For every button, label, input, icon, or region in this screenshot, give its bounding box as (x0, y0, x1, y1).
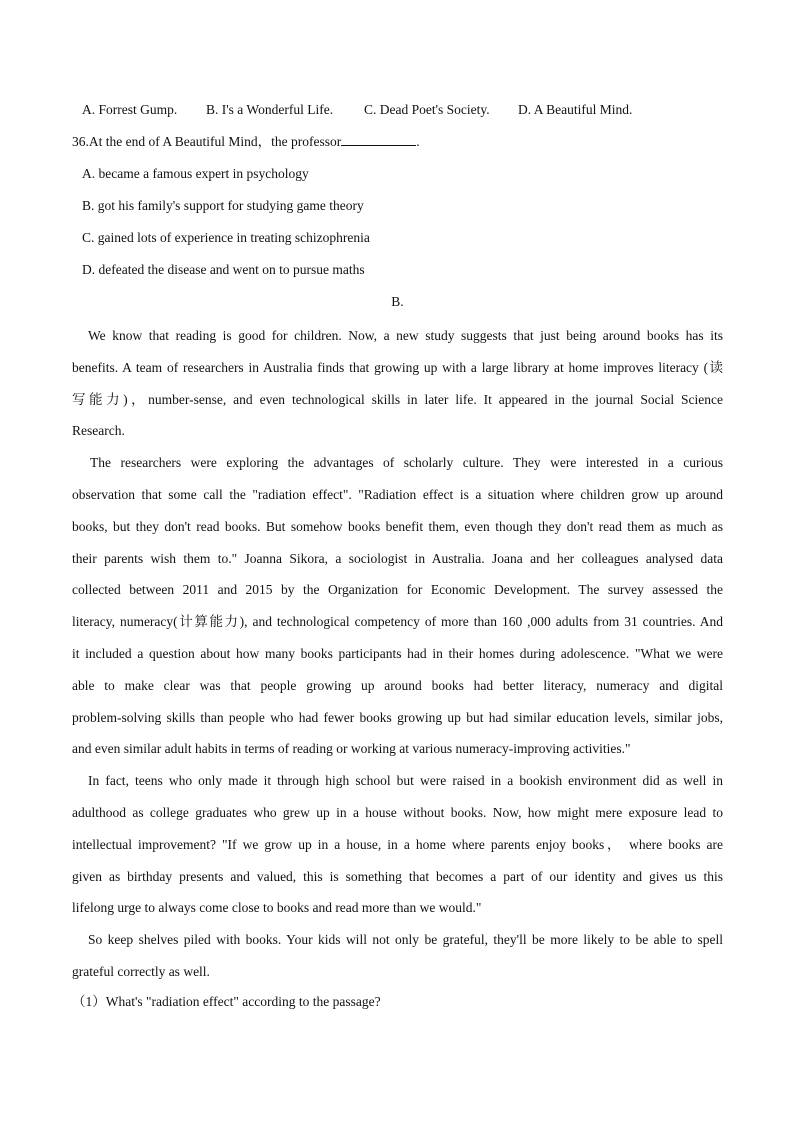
passage-line: given as birthday presents and valued, this is something that becomes a part of our identity and gives us this (72, 868, 723, 884)
q35-option-a: A. Forrest Gump. (82, 102, 178, 117)
passage-line: literacy, numeracy(计算能力), and technological competency of more than 160 ,000 adults from 31 countries. And (72, 614, 723, 630)
passage-paragraph-3 (72, 765, 723, 924)
passage-line: collected between 2011 and 2015 by the Organization for Economic Development. The survey assessed the (72, 582, 723, 598)
passage-line: observation that some call the "radiation effect". "Radiation effect is a situation where children grow up around (72, 486, 723, 502)
passage-paragraph-1 (72, 320, 723, 447)
exam-page (72, 96, 723, 1020)
passage-line: intellectual improvement? "If we grow up in a house, in a home where parents enjoy books， where books are (72, 836, 723, 852)
passage-line: it included a question about how many books participants had in their homes during adolescence. "What we were (72, 645, 723, 661)
passage-line: problem-solving skills than people who had fewer books growing up but had similar education levels, similar jobs, (72, 709, 723, 725)
passage-line: and even similar adult habits in terms of reading or working at various numeracy-improving activities." (72, 741, 631, 757)
q36-option-a: A. became a famous expert in psychology (82, 166, 309, 181)
passage-line: lifelong urge to always come close to books and read more than we would." (72, 900, 482, 916)
q36-stem-text: 36.At the end of A Beautiful Mind，the professor (72, 134, 342, 149)
answer-blank (341, 131, 416, 146)
q35-options (72, 96, 723, 128)
passage-line: The researchers were exploring the advantages of scholarly culture. They were interested in a curious (90, 455, 723, 471)
passage-paragraph-2 (72, 447, 723, 765)
q36-option-b: B. got his family's support for studying game theory (82, 198, 364, 213)
passage-line: their parents wish them to." Joanna Sikora, a sociologist in Australia. Joana and her colleagues analysed data (72, 550, 723, 566)
passage-line: able to make clear was that people growing up around books had better literacy, numeracy and digital (72, 677, 723, 693)
passage-line: grateful correctly as well. (72, 963, 210, 979)
q36-stem (72, 128, 723, 160)
passage-line: So keep shelves piled with books. Your kids will not only be grateful, they'll be more likely to be able to spell (88, 932, 723, 948)
passage-line: Research. (72, 423, 125, 439)
passage-line: adulthood as college graduates who grew up in a house without books. Now, how might mere exposure lead to (72, 804, 723, 820)
q35-option-d: D. A Beautiful Mind. (518, 102, 633, 117)
q35-option-c: C. Dead Poet's Society. (364, 102, 490, 117)
passage-paragraph-4 (72, 924, 723, 988)
passage-line: In fact, teens who only made it through high school but were raised in a bookish environment did as well in (88, 773, 723, 789)
q35-option-b: B. I's a Wonderful Life. (206, 102, 334, 117)
q36-stem-end: . (416, 134, 420, 149)
q36-option-c: C. gained lots of experience in treating schizophrenia (82, 230, 370, 245)
question-1: （1）What's "radiation effect" according to the passage? (72, 993, 381, 1009)
passage-line: We know that reading is good for children. Now, a new study suggests that just being around books has its (88, 328, 723, 343)
q36-option-d: D. defeated the disease and went on to pursue maths (82, 262, 365, 277)
passage-line: 写能力)，number-sense, and even technological skills in later life. It appeared in the journal Social Science (72, 391, 723, 407)
passage-line: books, but they don't read books. But somehow books benefit them, even though they don't read them as much as (72, 518, 723, 534)
section-label: B. (391, 294, 404, 309)
passage-line: benefits. A team of researchers in Australia finds that growing up with a large library at home improves literacy (读 (72, 359, 723, 375)
